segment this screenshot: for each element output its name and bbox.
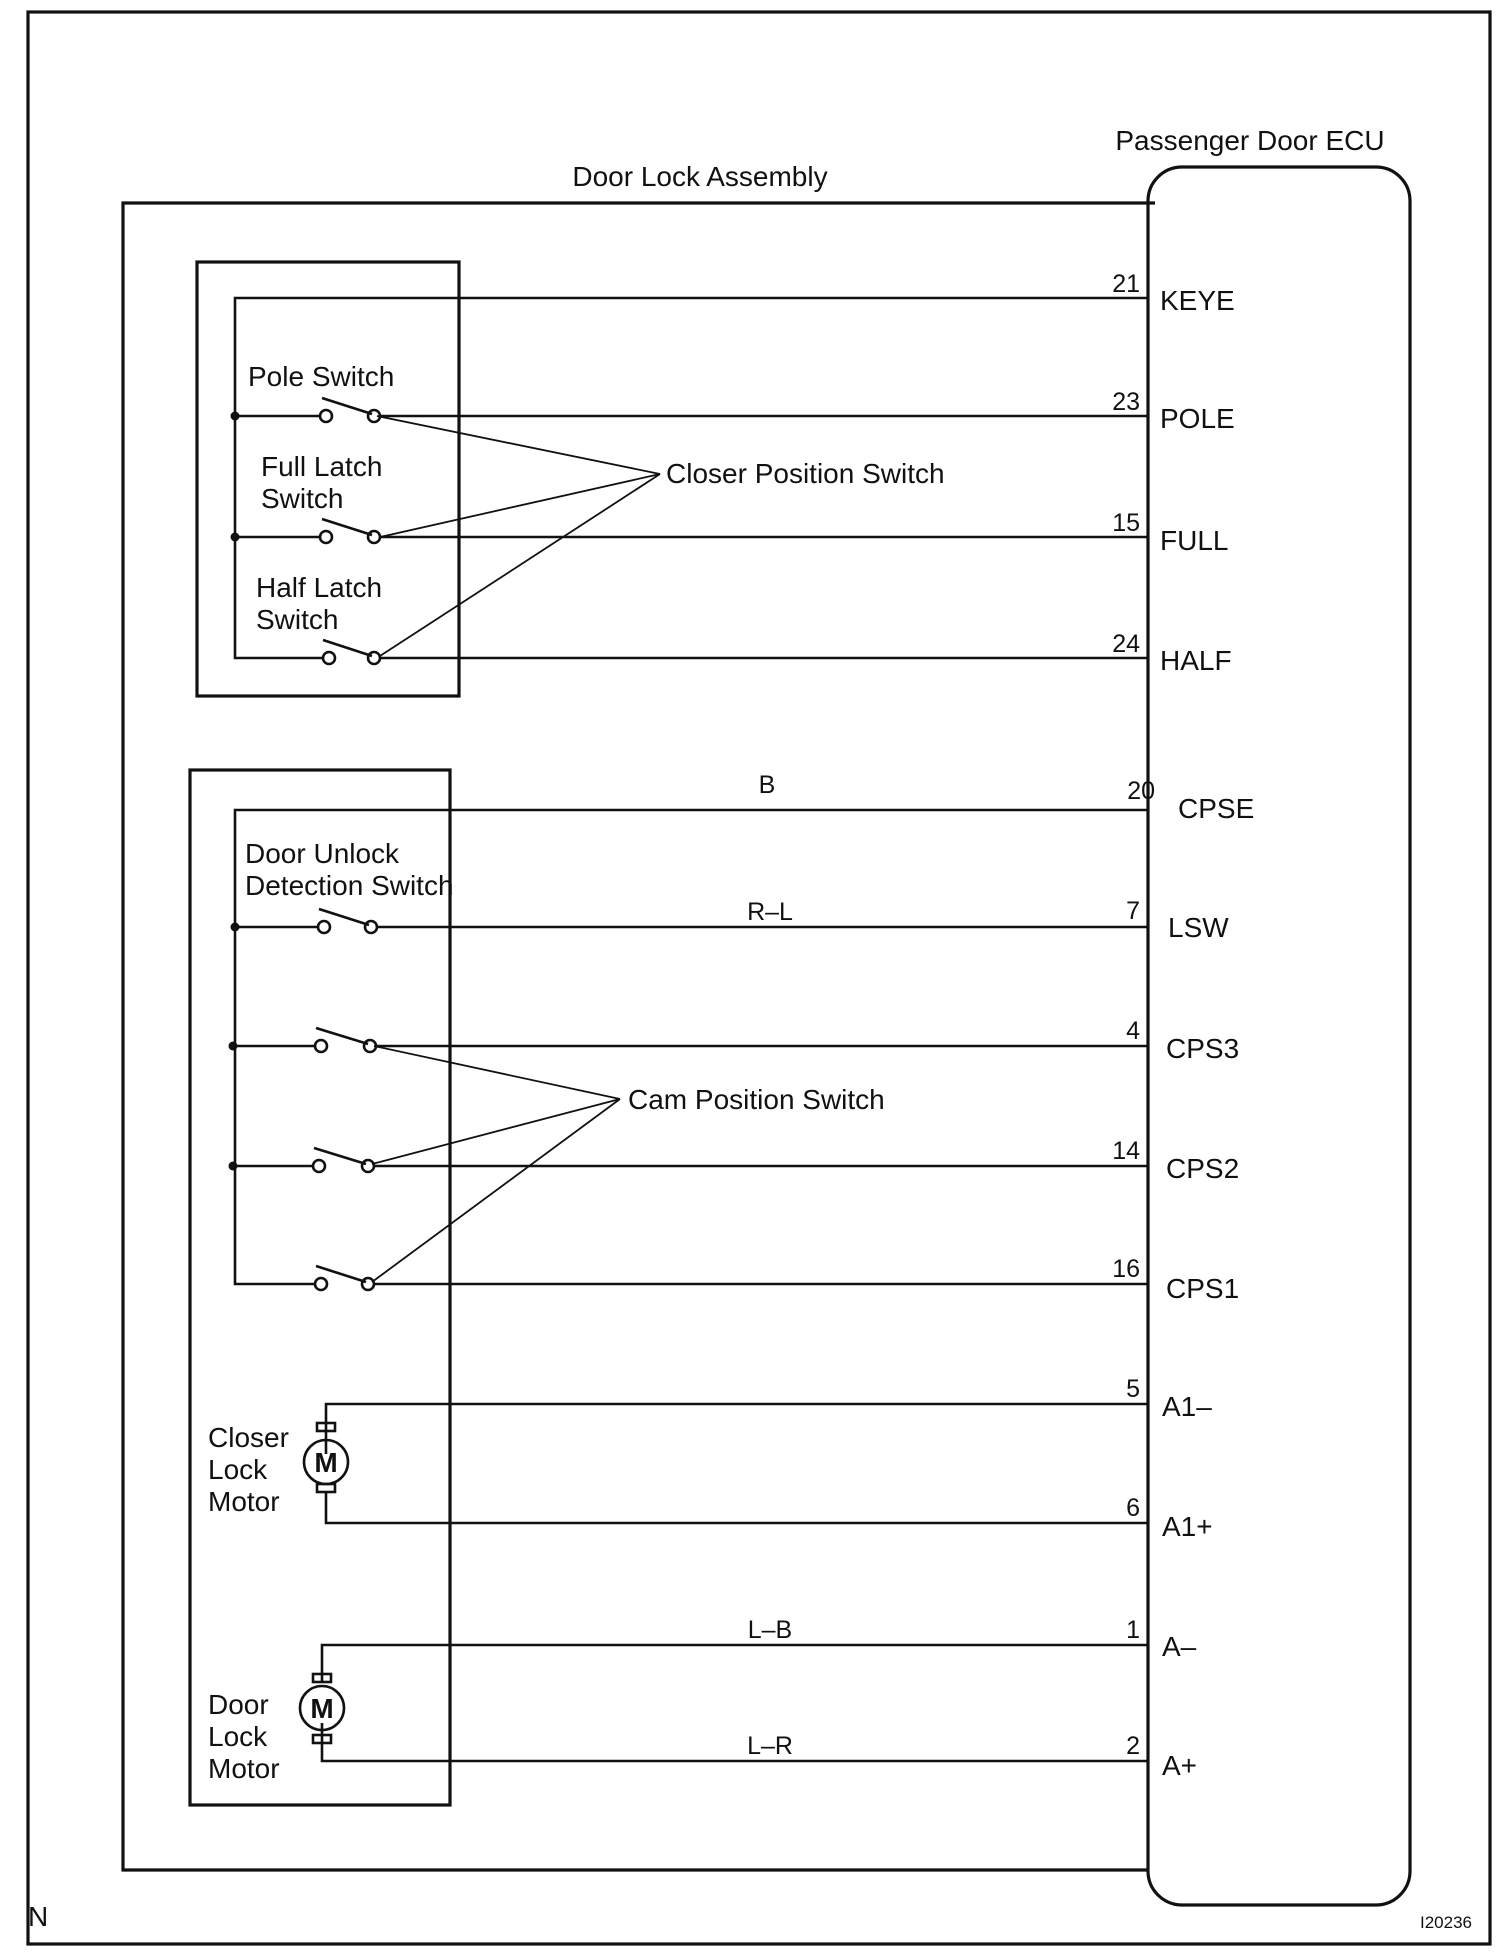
ecu-title: Passenger Door ECU <box>1115 125 1385 156</box>
pin-number: 1 <box>1126 1616 1140 1644</box>
closer-position-switch-label: Closer Position Switch <box>666 458 945 489</box>
pin-number: 14 <box>1112 1137 1140 1165</box>
ecu-terminal-name: A1+ <box>1162 1511 1213 1542</box>
assembly-title: Door Lock Assembly <box>572 161 828 192</box>
pin-number: 2 <box>1126 1732 1140 1760</box>
wire-color-a-plus: L–R <box>747 1732 793 1760</box>
closer-motor-label-2: Lock <box>208 1454 268 1485</box>
pin-number: 15 <box>1112 509 1140 537</box>
cam-motor-box <box>190 770 450 1805</box>
cam-switch-2-symbol <box>313 1148 1148 1172</box>
door-unlock-label-1: Door Unlock <box>245 838 400 869</box>
pin-number: 24 <box>1112 630 1140 658</box>
full-latch-label-1: Full Latch <box>261 451 383 482</box>
pin-number: 7 <box>1126 897 1140 925</box>
full-latch-label-2: Switch <box>261 483 344 514</box>
door-motor-label-3: Motor <box>208 1753 280 1784</box>
pin-number: 20 <box>1127 777 1155 805</box>
cam-position-switch-label: Cam Position Switch <box>628 1084 885 1115</box>
door-unlock-label-2: Detection Switch <box>245 870 454 901</box>
door-unlock-detection-switch-symbol <box>318 909 1148 933</box>
junction-dot <box>231 412 240 421</box>
wire-color-lsw: R–L <box>747 898 793 926</box>
wire-color-a-minus: L–B <box>747 1616 793 1644</box>
figure-code: I20236 <box>1420 1913 1472 1932</box>
cam-position-leaders <box>372 1046 620 1282</box>
pin-number: 6 <box>1126 1494 1140 1522</box>
junction-dot <box>229 1162 238 1171</box>
ecu-terminal-name: LSW <box>1168 912 1229 943</box>
closer-motor-label-1: Closer <box>208 1422 289 1453</box>
page-frame <box>28 12 1490 1944</box>
ecu-terminal-name: HALF <box>1160 645 1232 676</box>
door-motor-wiring <box>322 1645 1148 1761</box>
corner-label: N <box>28 1901 49 1932</box>
door-motor-label-1: Door <box>208 1689 269 1720</box>
door-motor-m: M <box>310 1693 334 1724</box>
ecu-terminal-name: CPS2 <box>1166 1153 1240 1184</box>
door-motor-label-2: Lock <box>208 1721 268 1752</box>
ecu-terminal-name: CPS1 <box>1166 1273 1240 1304</box>
ecu-terminal-name: CPS3 <box>1166 1033 1240 1064</box>
ecu-terminal-name: A– <box>1162 1631 1197 1662</box>
junction-dot <box>231 923 240 932</box>
pin-number: 4 <box>1126 1017 1140 1045</box>
pin-number: 23 <box>1112 388 1140 416</box>
pole-switch-label: Pole Switch <box>248 361 395 392</box>
ecu-terminal-name: FULL <box>1160 525 1229 556</box>
ecu-terminal-name: CPSE <box>1178 793 1255 824</box>
pin-number: 5 <box>1126 1375 1140 1403</box>
pin-number: 16 <box>1112 1255 1140 1283</box>
wire-color-cpse: B <box>758 771 776 799</box>
pin-number: 21 <box>1112 270 1140 298</box>
ecu-terminal-name: A1– <box>1162 1391 1212 1422</box>
ecu-terminal-name: A+ <box>1162 1750 1198 1781</box>
cam-switch-3-symbol <box>315 1028 1148 1052</box>
cam-switch-1-symbol <box>315 1266 1148 1290</box>
junction-dot <box>231 533 240 542</box>
closer-motor-m: M <box>314 1447 338 1478</box>
ecu-terminal-name: KEYE <box>1160 285 1235 316</box>
half-latch-label-2: Switch <box>256 604 339 635</box>
pole-switch-symbol <box>320 398 1148 422</box>
closer-motor-label-3: Motor <box>208 1486 280 1517</box>
ecu-terminal-name: POLE <box>1160 403 1235 434</box>
half-latch-switch-symbol <box>323 640 1148 664</box>
junction-dot <box>229 1042 238 1051</box>
half-latch-label-1: Half Latch <box>256 572 383 603</box>
